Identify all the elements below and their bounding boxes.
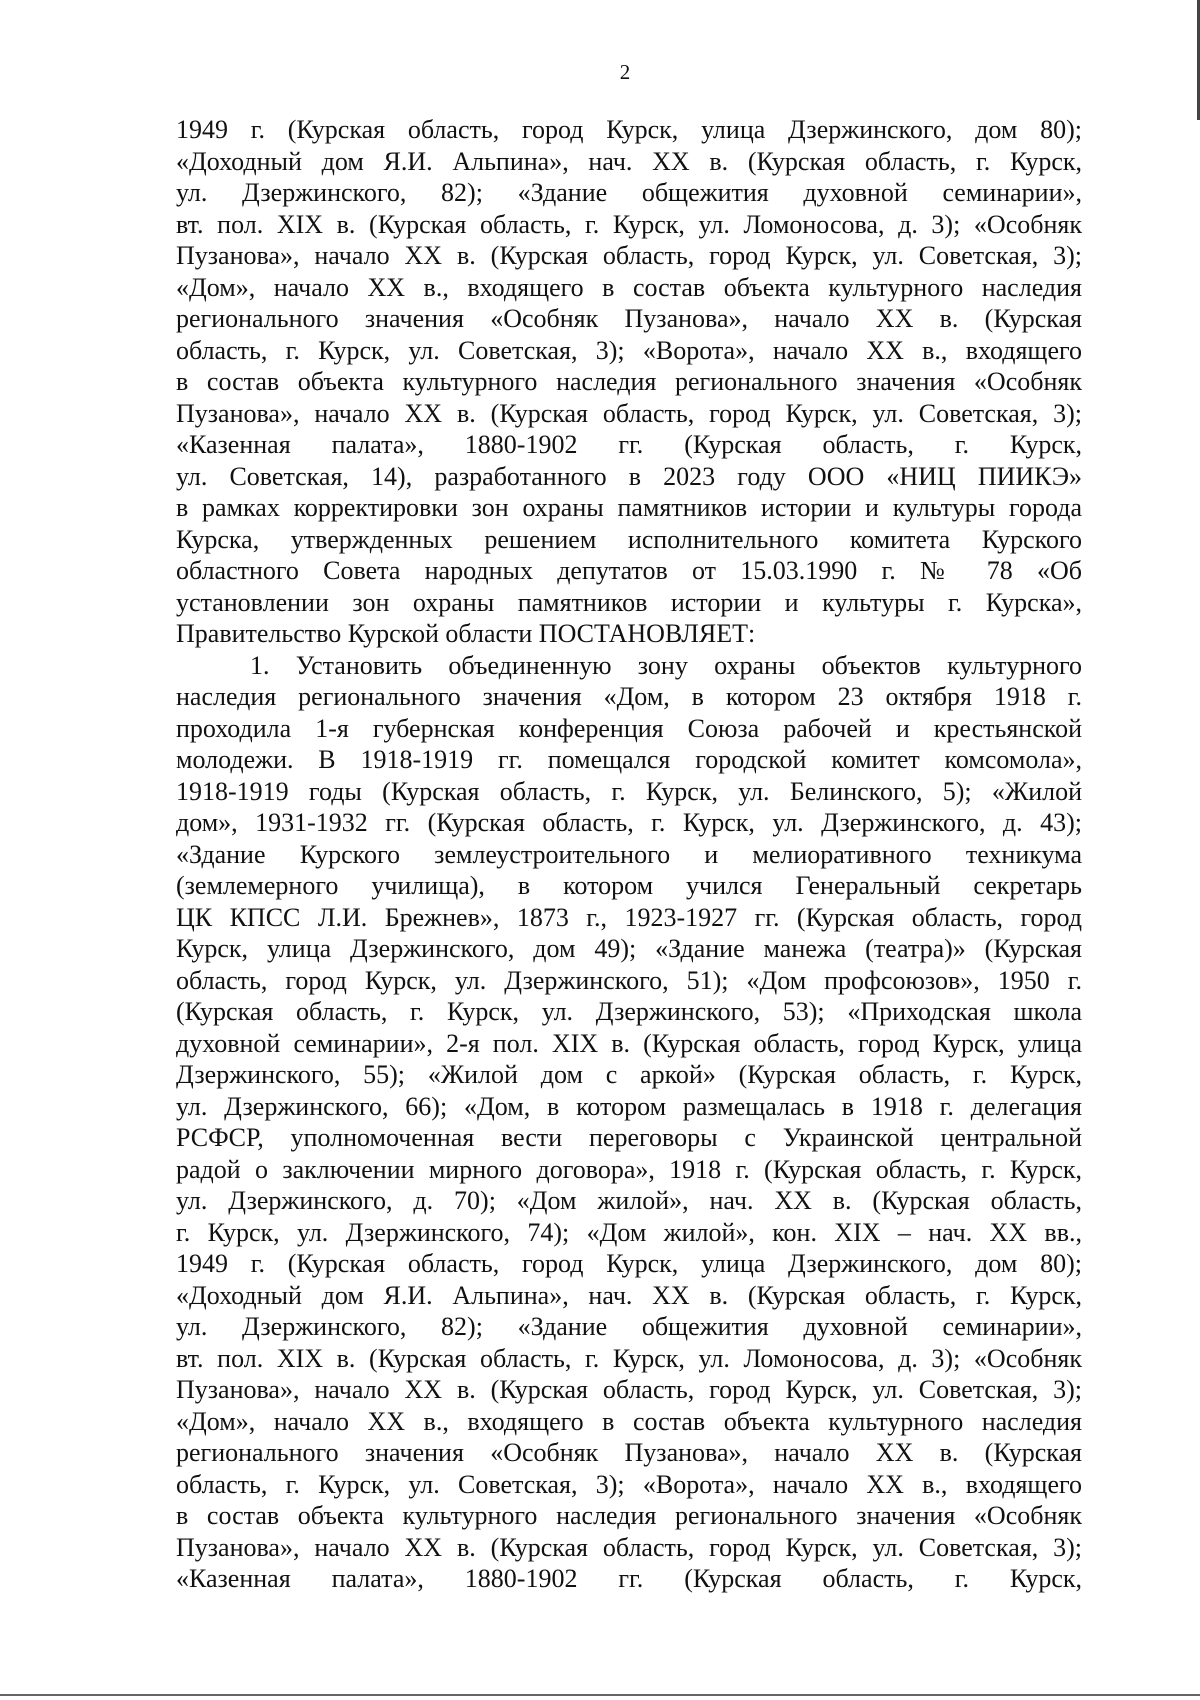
text-line: (Курская область, г. Курск, ул. Дзержинского, 53); «Приходская школа — [176, 997, 1082, 1026]
text-line: дом», 1931-1932 гг. (Курская область, г. Курск, ул. Дзержинского, д. 43); — [176, 808, 1082, 837]
text-line: «Доходный дом Я.И. Альпина», нач. XX в. (Курская область, г. Курск, — [176, 146, 1082, 176]
text-line: радой о заключении мирного договора», 1918 г. (Курская область, г. Курск, — [176, 1154, 1082, 1184]
text-line: ЦК КПСС Л.И. Брежнев», 1873 г., 1923-1927 гг. (Курская область, город — [176, 902, 1082, 932]
text-line-paragraph-end: Правительство Курской области ПОСТАНОВЛЯЕТ: — [176, 619, 756, 648]
text-line: «Доходный дом Я.И. Альпина», нач. XX в. (Курская область, г. Курск, — [176, 1280, 1082, 1310]
text-line: наследия регионального значения «Дом, в котором 23 октября 1918 г. — [176, 682, 1082, 711]
text-line: в рамках корректировки зон охраны памятников истории и культуры города — [176, 493, 1082, 522]
text-line: ул. Дзержинского, 82); «Здание общежития духовной семинарии», — [176, 178, 1082, 207]
text-line: вт. пол. XIX в. (Курская область, г. Курск, ул. Ломоносова, д. 3); «Особняк — [176, 1343, 1082, 1373]
document-body — [176, 114, 1082, 1595]
text-line: Курска, утвержденных решением исполнительного комитета Курского — [176, 524, 1082, 554]
text-line: регионального значения «Особняк Пузанова», начало XX в. (Курская — [176, 1438, 1082, 1467]
text-line: (землемерного училища), в котором учился Генеральный секретарь — [176, 871, 1082, 900]
text-line: область, г. Курск, ул. Советская, 3); «Ворота», начало XX в., входящего — [176, 1469, 1082, 1499]
page-number: 2 — [619, 60, 631, 84]
text-line: Дзержинского, 55); «Жилой дом с аркой» (Курская область, г. Курск, — [176, 1060, 1082, 1089]
text-line: РСФСР, уполномоченная вести переговоры с Украинской центральной — [176, 1123, 1082, 1152]
text-line: г. Курск, ул. Дзержинского, 74); «Дом жилой», кон. XIX – нач. XX вв., — [176, 1217, 1082, 1247]
text-line: регионального значения «Особняк Пузанова», начало XX в. (Курская — [176, 304, 1082, 333]
text-line: «Здание Курского землеустроительного и мелиоративного техникума — [176, 839, 1082, 869]
text-line: «Дом», начало XX в., входящего в состав объекта культурного наследия — [176, 1406, 1082, 1436]
text-line-paragraph-start: 1. Установить объединенную зону охраны объектов культурного — [250, 650, 1082, 680]
text-line: «Казенная палата», 1880-1902 гг. (Курская область, г. Курск, — [176, 430, 1082, 459]
text-line: 1949 г. (Курская область, город Курск, улица Дзержинского, дом 80); — [176, 1249, 1082, 1278]
text-line: Пузанова», начало XX в. (Курская область, город Курск, ул. Советская, 3); — [176, 241, 1082, 270]
text-line: ул. Дзержинского, 82); «Здание общежития духовной семинарии», — [176, 1312, 1082, 1341]
text-line: молодежи. В 1918-1919 гг. помещался городской комитет комсомола», — [176, 745, 1082, 774]
text-line: ул. Дзержинского, 66); «Дом, в котором размещалась в 1918 г. делегация — [176, 1091, 1082, 1121]
text-line: 1918-1919 годы (Курская область, г. Курск, ул. Белинского, 5); «Жилой — [176, 776, 1082, 806]
scan-edge-bottom — [0, 1694, 1200, 1696]
text-line: Пузанова», начало XX в. (Курская область, город Курск, ул. Советская, 3); — [176, 1532, 1082, 1562]
text-line: проходила 1-я губернская конференция Союза рабочей и крестьянской — [176, 713, 1082, 743]
text-line: в состав объекта культурного наследия регионального значения «Особняк — [176, 367, 1082, 396]
text-line: область, город Курск, ул. Дзержинского, 51); «Дом профсоюзов», 1950 г. — [176, 965, 1082, 995]
text-line: духовной семинарии», 2-я пол. XIX в. (Курская область, город Курск, улица — [176, 1028, 1082, 1058]
text-line: Курск, улица Дзержинского, дом 49); «Здание манежа (театра)» (Курская — [176, 934, 1082, 963]
text-line: ул. Дзержинского, д. 70); «Дом жилой», нач. XX в. (Курская область, — [176, 1186, 1082, 1215]
text-line: ул. Советская, 14), разработанного в 2023 году ООО «НИЦ ПИИКЭ» — [176, 461, 1082, 491]
text-line: областного Совета народных депутатов от 15.03.1990 г. № 78 «Об — [176, 556, 1082, 585]
text-line: вт. пол. XIX в. (Курская область, г. Курск, ул. Ломоносова, д. 3); «Особняк — [176, 209, 1082, 239]
text-line: установлении зон охраны памятников истории и культуры г. Курска», — [176, 587, 1082, 617]
text-line: «Дом», начало XX в., входящего в состав объекта культурного наследия — [176, 272, 1082, 302]
text-line: 1949 г. (Курская область, город Курск, улица Дзержинского, дом 80); — [176, 115, 1082, 144]
text-line: Пузанова», начало XX в. (Курская область, город Курск, ул. Советская, 3); — [176, 398, 1082, 428]
text-line: в состав объекта культурного наследия регионального значения «Особняк — [176, 1501, 1082, 1530]
text-line: область, г. Курск, ул. Советская, 3); «Ворота», начало XX в., входящего — [176, 335, 1082, 365]
text-line: Пузанова», начало XX в. (Курская область, город Курск, ул. Советская, 3); — [176, 1375, 1082, 1404]
text-line: «Казенная палата», 1880-1902 гг. (Курская область, г. Курск, — [176, 1564, 1082, 1593]
